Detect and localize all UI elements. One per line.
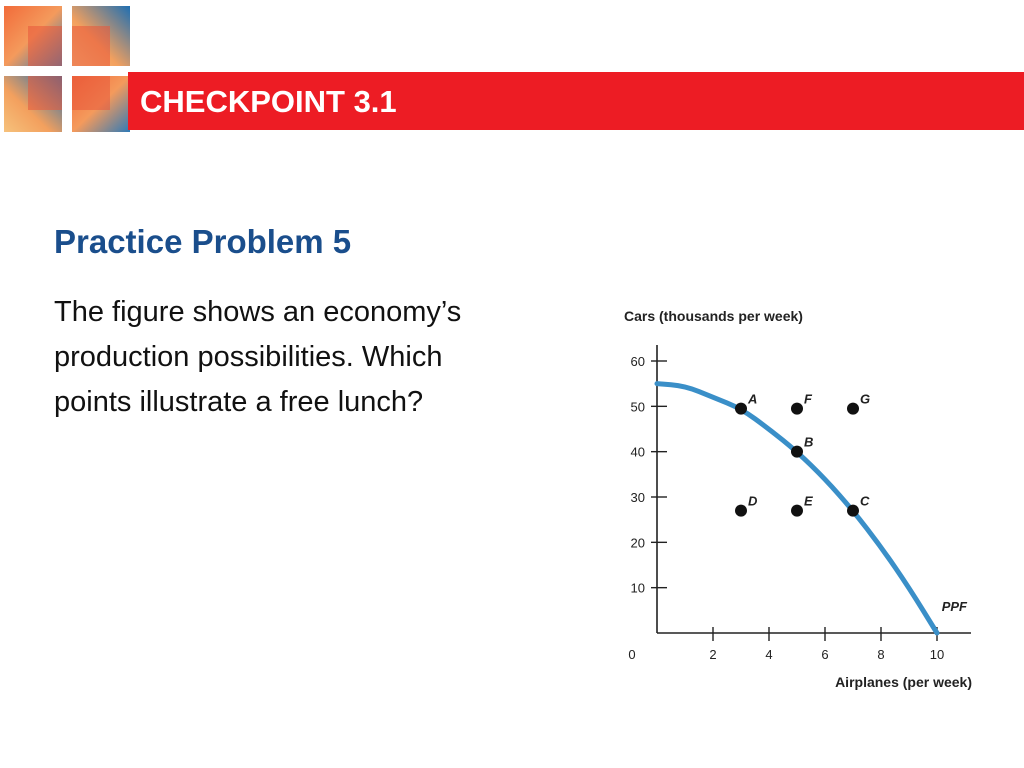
y-tick-label: 40	[630, 444, 645, 460]
ppf-chart	[600, 295, 1000, 705]
point-f	[791, 403, 803, 415]
x-axis-label: Airplanes (per week)	[835, 674, 972, 690]
point-d	[735, 505, 747, 517]
ppf-label: PPF	[941, 599, 967, 614]
point-label-a: A	[748, 391, 758, 407]
y-tick-label: 20	[630, 535, 645, 551]
point-e	[791, 505, 803, 517]
slide-title: CHECKPOINT 3.1	[140, 84, 397, 119]
ticks	[631, 354, 945, 662]
point-label-g: G	[860, 391, 871, 407]
x-tick-label: 10	[929, 647, 945, 662]
x-tick-label: 8	[877, 647, 885, 662]
x-tick-label: 6	[821, 647, 829, 662]
point-g	[847, 403, 859, 415]
x-tick-label: 4	[765, 647, 773, 662]
y-tick-label: 50	[630, 399, 645, 415]
point-label-f: F	[804, 391, 812, 407]
x-tick-label: 2	[709, 647, 717, 662]
point-a	[735, 403, 747, 415]
point-label-e: E	[804, 493, 813, 509]
y-tick-label: 10	[630, 580, 645, 596]
practice-heading: Practice Problem 5	[54, 223, 352, 260]
point-label-d: D	[748, 493, 758, 509]
question-text: The figure shows an economy’s production possibilities. Which points illustrate a free lunch?	[54, 296, 462, 418]
y-tick-label: 30	[630, 490, 645, 505]
point-label-b: B	[804, 434, 814, 450]
axes	[657, 345, 971, 633]
logo-cross-icon	[0, 0, 136, 136]
point-label-c: C	[860, 493, 870, 509]
y-axis-label: Cars (thousands per week)	[624, 308, 803, 324]
point-c	[847, 505, 859, 517]
origin-label: 0	[628, 647, 636, 662]
title-banner	[128, 72, 1024, 130]
point-b	[791, 446, 803, 458]
y-tick-label: 60	[630, 354, 645, 369]
